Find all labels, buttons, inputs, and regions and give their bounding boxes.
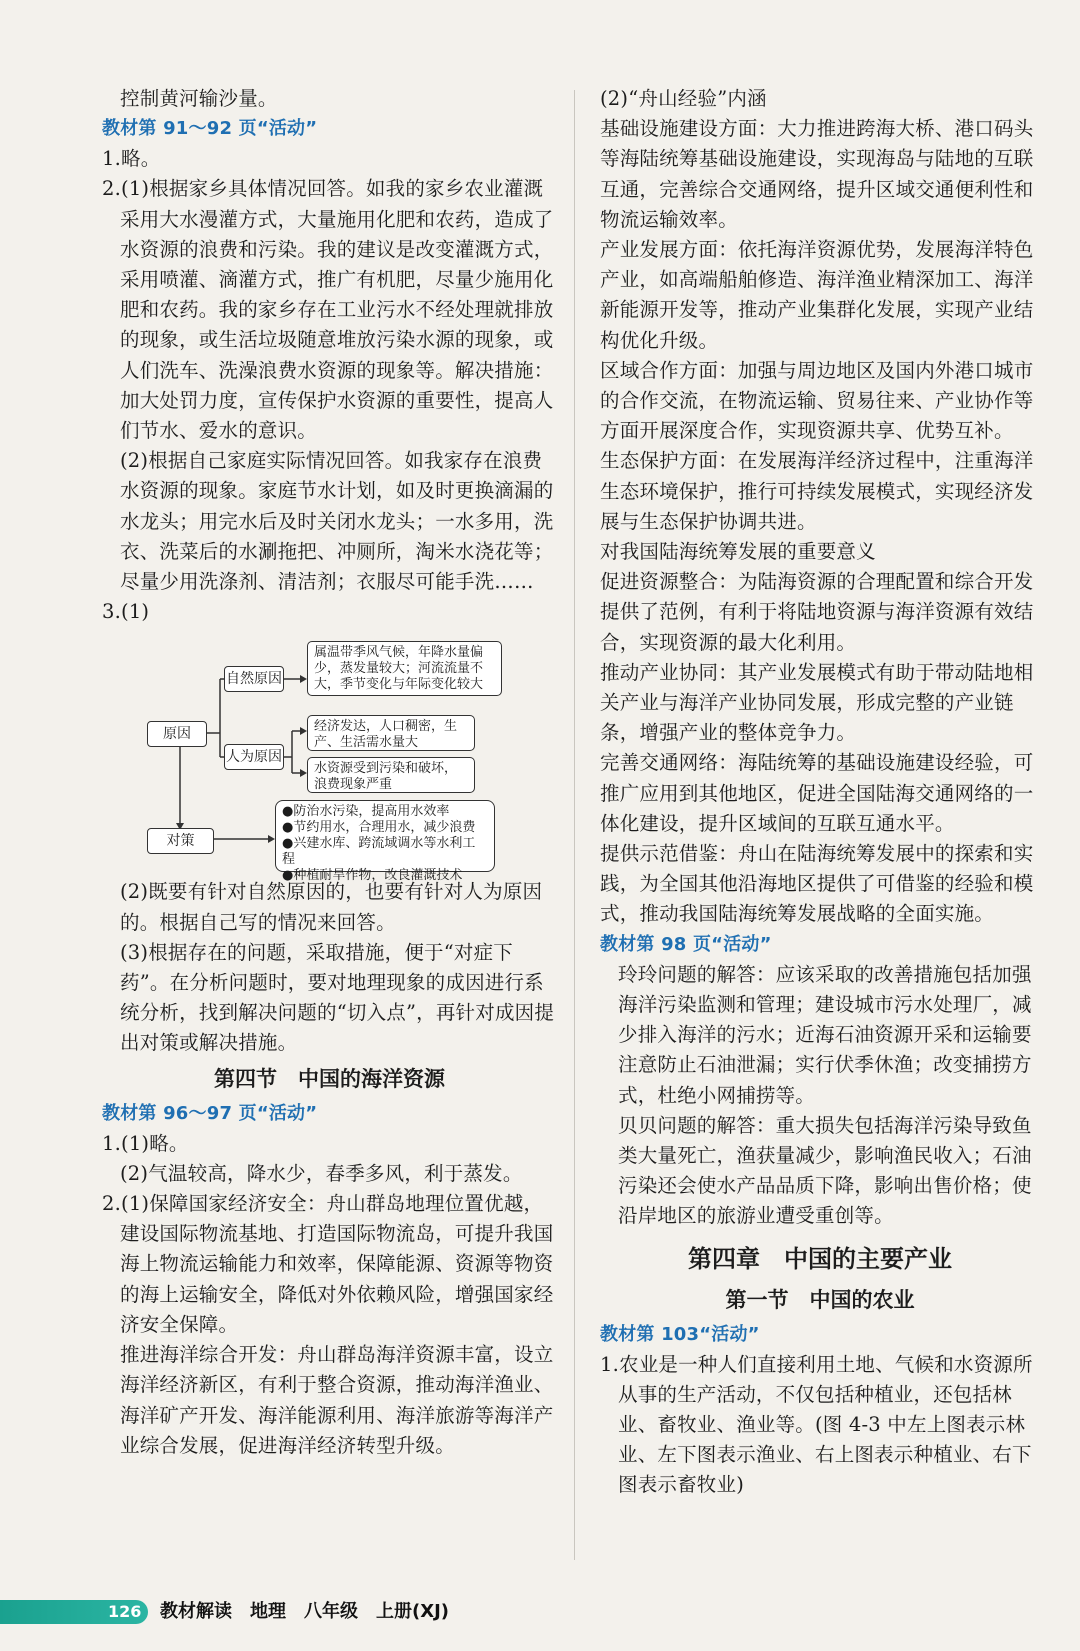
paragraph: 对我国陆海统筹发展的重要意义 bbox=[600, 540, 876, 564]
human-cause-node: 人为原因 bbox=[224, 744, 284, 770]
paragraph: 1.农业是一种人们直接利用土地、气候和水资源所从事的生产活动，不仅包括种植业，还包括林业、畜牧业、渔业等。(图 4-3 中左上图表示林业、左下图表示渔业、右上图表示种植业、右下图表示畜牧业) bbox=[600, 1352, 1033, 1497]
book-title: 教材解读 地理 八年级 上册(XJ) bbox=[160, 1601, 450, 1622]
paragraph: (2)气温较高，降水少，春季多风，利于蒸发。 bbox=[120, 1161, 523, 1185]
activity-heading: 教材第 98 页“活动” bbox=[600, 933, 772, 955]
measure-item: ●兴建水库、跨流域调水等水利工程 bbox=[282, 836, 476, 868]
paragraph: 推动产业协同：其产业发展模式有助于带动陆地相关产业与海洋产业协同发展，形成完整的产业链条，增强产业的整体竞争力。 bbox=[600, 660, 1034, 745]
paragraph: 推进海洋综合开发：舟山群岛海洋资源丰富，设立海洋经济新区，有利于整合资源，推动海洋渔业、海洋矿产开发、海洋能源利用、海洋旅游等海洋产业综合发展，促进海洋经济转型升级。 bbox=[120, 1343, 554, 1457]
cause-measure-diagram bbox=[102, 633, 557, 884]
measure-item: ●防治水污染，提高用水效率 bbox=[282, 804, 450, 820]
paragraph: 促进资源整合：为陆海资源的合理配置和综合开发提供了范例，有利于将陆地资源与海洋资源有效结合，实现资源的最大化利用。 bbox=[600, 570, 1034, 654]
activity-heading: 教材第 91～92 页“活动” bbox=[102, 118, 318, 140]
activity-heading: 教材第 96～97 页“活动” bbox=[102, 1102, 318, 1124]
paragraph: 区域合作方面：加强与周边地区及国内外港口城市的合作交流，在物流运输、贸易往来、产业协作等方面开展深度合作，实现资源共享、优势互补。 bbox=[600, 358, 1034, 443]
paragraph: 2.(1)根据家乡具体情况回答。如我的家乡农业灌溉采用大水漫灌方式，大量施用化肥和农药，造成了水资源的浪费和污染。我的建议是改变灌溉方式，采用喷灌、滴灌方式，推广有机肥，尽量少施用化肥和农药。我的家乡存在工业污水不经处理就排放的现象，或生活垃圾随意堆放污染水源的现象，或人们洗车、洗澡浪费水资源的现象等。解决措施：加大处罚力度，宣传保护水资源的重要性，提高人们节水、爱水的意识。 bbox=[102, 177, 554, 443]
paragraph: 生态保护方面：在发展海洋经济过程中，注重海洋生态环境保护，推行可持续发展模式，实现经济发展与生态保护协调共进。 bbox=[600, 449, 1034, 533]
right-column bbox=[600, 84, 1040, 1501]
paragraph: (3)根据存在的问题，采取措施，便于“对症下药”。在分析问题时，要对地理现象的成因进行系统分析，找到解决问题的“切入点”，再针对成因提出对策或解决措施。 bbox=[120, 940, 555, 1055]
natural-cause-node: 自然原因 bbox=[224, 666, 284, 692]
paragraph: 3.(1) bbox=[102, 600, 150, 624]
paragraph: 2.(1)保障国家经济安全：舟山群岛地理位置优越，建设国际物流基地、打造国际物流岛，可提升我国海上物流运输能力和效率，保障能源、资源等物资的海上运输安全，降低对外依赖风险，增强国家经济安全保障。 bbox=[102, 1192, 554, 1336]
paragraph: 1.(1)略。 bbox=[102, 1131, 189, 1155]
left-column bbox=[102, 84, 557, 1461]
measures-node: 对策 bbox=[147, 828, 214, 854]
paragraph: 玲玲问题的解答：应该采取的改善措施包括加强海洋污染监测和管理；建设城市污水处理厂，减少排入海洋的污水；近海石油资源开采和运输要注意防止石油泄漏；实行伏季休渔；改变捕捞方式，杜绝小网捕捞等。 bbox=[618, 962, 1032, 1107]
column-divider bbox=[574, 90, 575, 1560]
human-cause-detail: 水资源受到污染和破坏，浪费现象严重 bbox=[307, 757, 475, 793]
section-title: 第四节 中国的海洋资源 bbox=[214, 1066, 445, 1091]
paragraph: (2)“舟山经验”内涵 bbox=[600, 87, 767, 110]
paragraph: 基础设施建设方面：大力推进跨海大桥、港口码头等海陆统筹基础设施建设，实现海岛与陆地的互联互通，完善综合交通网络，提升区域交通便利性和物流运输效率。 bbox=[600, 117, 1034, 231]
paragraph: 控制黄河输沙量。 bbox=[120, 87, 278, 110]
paragraph: (2)既要有针对自然原因的，也要有针对人为原因的。根据自己写的情况来回答。 bbox=[120, 880, 543, 934]
natural-cause-detail: 属温带季风气候，年降水量偏少，蒸发量较大；河流流量不大，季节变化与年际变化较大 bbox=[307, 641, 502, 696]
section-title: 第一节 中国的农业 bbox=[725, 1287, 915, 1312]
cause-node: 原因 bbox=[147, 721, 207, 747]
measure-item: ●节约用水，合理用水，减少浪费 bbox=[282, 820, 476, 836]
paragraph: (2)根据自己家庭实际情况回答。如我家存在浪费水资源的现象。家庭节水计划，如及时更换滴漏的水龙头；用完水后及时关闭水龙头；一水多用，洗衣、洗菜后的水涮拖把、冲厕所，淘米水浇花等；尽量少用洗涤剂、清洁剂；衣服尽可能手洗…… bbox=[120, 449, 554, 594]
measure-item: ●种植耐旱作物，改良灌溉技术 bbox=[282, 868, 463, 884]
paragraph: 完善交通网络：海陆统筹的基础设施建设经验，可推广应用到其他地区，促进全国陆海交通网络的一体化建设，提升区域间的互联互通水平。 bbox=[600, 751, 1034, 835]
activity-heading: 教材第 103“活动” bbox=[600, 1323, 760, 1345]
page-number: 126 bbox=[108, 1602, 142, 1621]
measures-detail bbox=[275, 800, 495, 884]
page-footer bbox=[0, 1590, 1080, 1634]
paragraph: 产业发展方面：依托海洋资源优势，发展海洋特色产业，如高端船舶修造、海洋渔业精深加工、海洋新能源开发等，推动产业集群化发展，实现产业结构优化升级。 bbox=[600, 238, 1034, 352]
paragraph: 提供示范借鉴：舟山在陆海统筹发展中的探索和实践，为全国其他沿海地区提供了可借鉴的经验和模式，推动我国陆海统筹发展战略的全面实施。 bbox=[600, 842, 1034, 926]
paragraph: 贝贝问题的解答：重大损失包括海洋污染导致鱼类大量死亡，渔获量减少，影响渔民收入；石油污染还会使水产品品质下降，影响出售价格；使沿岸地区的旅游业遭受重创等。 bbox=[618, 1113, 1032, 1228]
paragraph: 1.略。 bbox=[102, 147, 161, 171]
human-cause-detail: 经济发达，人口稠密，生产、生活需水量大 bbox=[307, 715, 475, 751]
chapter-title: 第四章 中国的主要产业 bbox=[688, 1244, 952, 1273]
